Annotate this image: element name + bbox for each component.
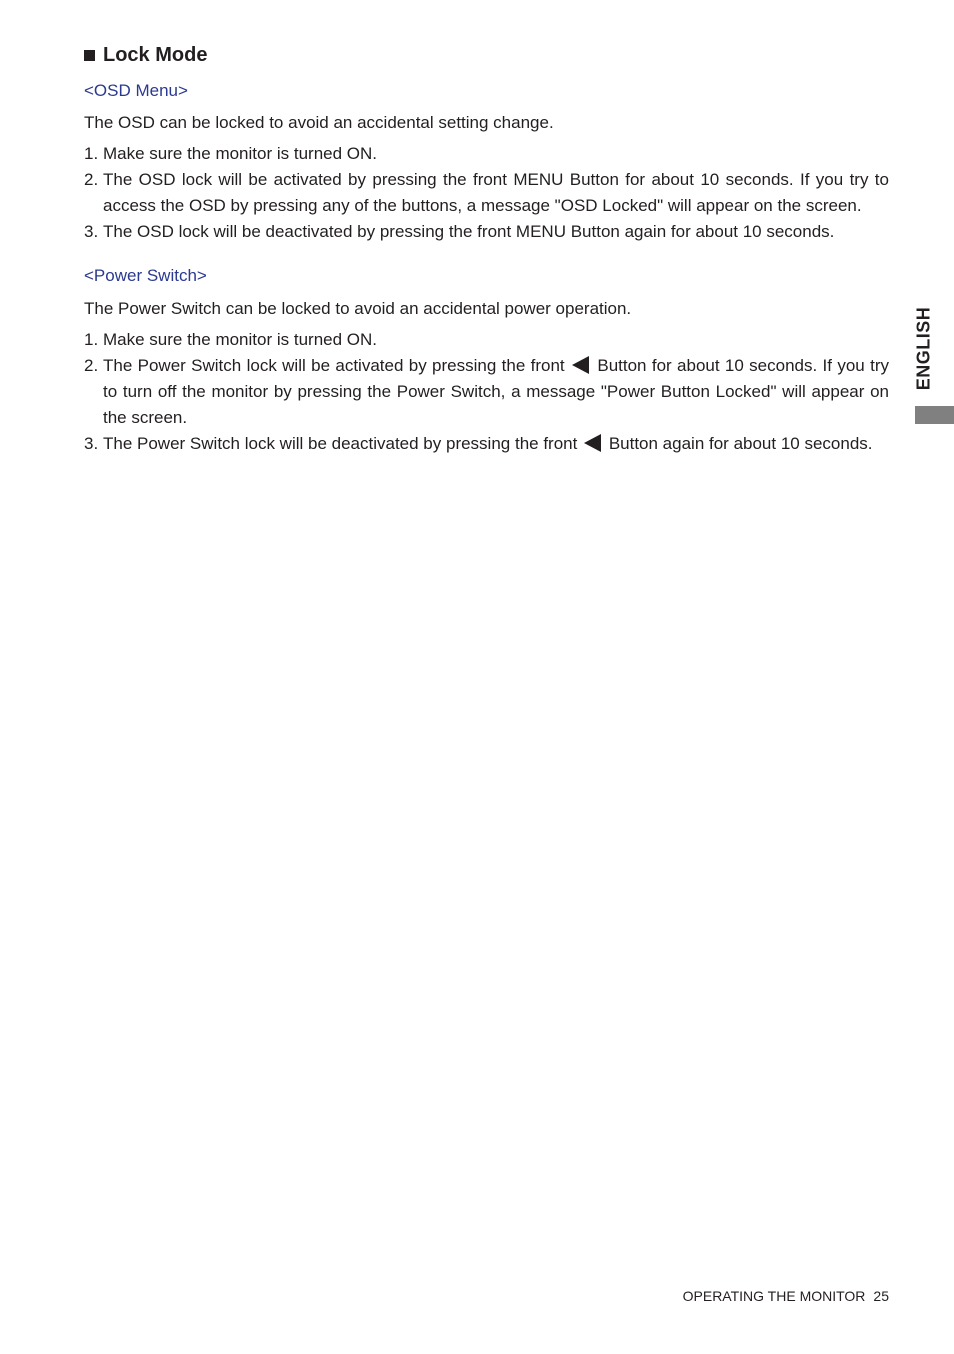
list-item <box>84 353 889 431</box>
list-item <box>84 219 889 245</box>
step-text-before: The Power Switch lock will be activated by pressing the front <box>103 356 565 375</box>
left-triangle-icon <box>584 434 601 452</box>
step-number: 2. <box>84 170 99 189</box>
page-number: 25 <box>873 1288 889 1304</box>
list-item <box>84 141 889 167</box>
osd-steps-list <box>84 141 889 245</box>
osd-menu-heading: <OSD Menu> <box>84 81 188 100</box>
section-heading <box>84 42 889 68</box>
step-text: Make sure the monitor is turned ON. <box>103 144 378 163</box>
section-title: Lock Mode <box>103 44 208 66</box>
step-number: 3. <box>84 222 99 241</box>
power-switch-heading: <Power Switch> <box>84 266 207 285</box>
language-tab-label: ENGLISH <box>913 306 934 390</box>
language-tab-bar <box>915 406 954 424</box>
step-number: 1. <box>84 330 99 349</box>
step-number: 3. <box>84 434 99 453</box>
step-text: Make sure the monitor is turned ON. <box>103 330 378 349</box>
list-item <box>84 327 889 353</box>
step-text-after: Button again for about 10 seconds. <box>608 434 873 453</box>
step-number: 2. <box>84 356 99 375</box>
power-intro: The Power Switch can be locked to avoid an accidental power operation. <box>84 299 632 318</box>
step-text-after: Button for about 10 seconds. If you try to turn off the monitor by pressing the Power Switch, a message "Power Button Locked" will appear on the screen. <box>103 356 889 427</box>
step-text: The OSD lock will be deactivated by pressing the front MENU Button again for about 10 seconds. <box>103 222 835 241</box>
power-steps-list <box>84 327 889 457</box>
page-content <box>84 42 889 457</box>
footer-section-title: OPERATING THE MONITOR <box>682 1288 866 1304</box>
left-triangle-icon <box>572 356 589 374</box>
osd-intro: The OSD can be locked to avoid an accidental setting change. <box>84 113 554 132</box>
page-footer <box>683 1287 889 1305</box>
language-tab <box>911 298 937 398</box>
step-number: 1. <box>84 144 99 163</box>
list-item <box>84 431 889 457</box>
step-text: The OSD lock will be activated by pressing the front MENU Button for about 10 seconds. If you try to access the OSD by pressing any of the buttons, a message "OSD Locked" will appear on the screen. <box>103 170 889 215</box>
square-bullet-icon <box>84 50 95 61</box>
step-text-before: The Power Switch lock will be deactivated by pressing the front <box>103 434 578 453</box>
list-item <box>84 167 889 219</box>
